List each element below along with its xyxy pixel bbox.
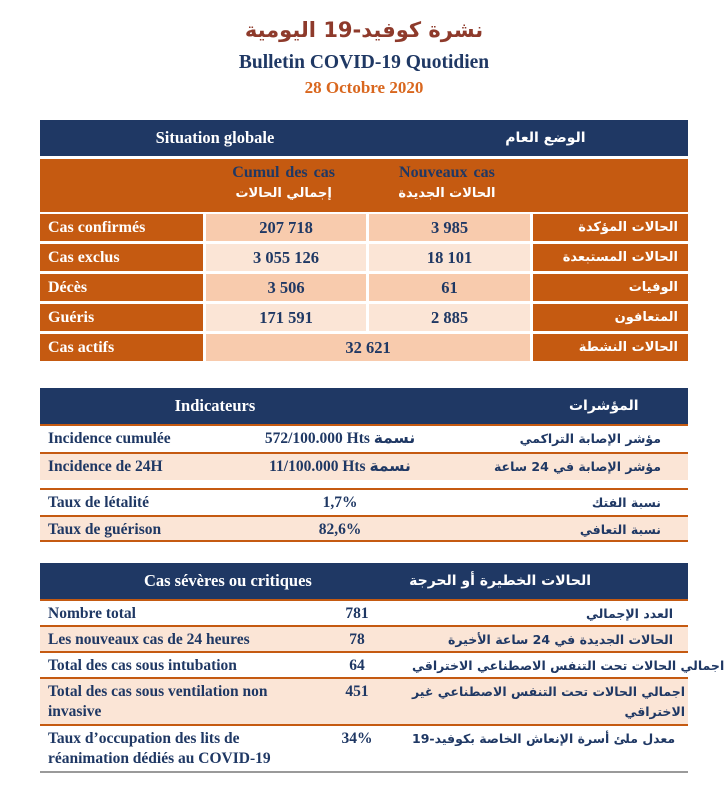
merged-value: 32 621 [206,334,530,361]
row-label-ar: نسبة التعافي [579,522,661,537]
nouveaux-column-header [398,164,495,201]
row-label-fr: Total des cas sous intubation [48,657,237,674]
nouveaux-value: 3 985 [369,214,530,241]
row-value: 82,6% [318,521,362,538]
cas-severes-header-fr: Cas sévères ou critiques [143,571,312,590]
row-label-ar: الحالات المؤكدة [533,214,688,241]
row-taux-guerison [40,515,688,542]
row-label-fr: Décès [40,274,203,301]
cumul-value: 3 506 [206,274,366,301]
row-label-ar: الحالات النشطة [533,334,688,361]
row-label-ar [412,681,700,722]
situation-header-bar [40,120,688,156]
row-value: 11/100.000 Hts نسمة [269,458,411,475]
row-label-ar: الحالات الجديدة في 24 ساعة الأخيرة [447,632,673,647]
bulletin-title-french: Bulletin COVID-19 Quotidien [238,52,490,73]
bulletin-title-arabic: نشرة كوفيد-19 اليومية [244,18,484,42]
row-incidence-24h [40,452,688,480]
indicateurs-rows [40,424,688,542]
situation-header-fr: Situation globale [155,128,275,147]
row-label-ar-line2: الاختراقي [624,704,686,719]
row-label-fr: Incidence cumulée [48,430,171,447]
cumul-column-header-ar: إجمالي الحالات [235,186,332,201]
row-value: 1,7% [322,494,358,511]
indicateurs-header-fr: Indicateurs [174,396,256,415]
row-cas-exclus [40,244,688,271]
situation-globale-table [40,120,688,361]
indicateurs-header-ar: المؤشرات [568,398,639,414]
nouveaux-column-header-fr: Nouveaux cas [399,164,495,181]
row-label-fr-line1: Total des cas sous ventilation non [48,683,268,700]
row-label-ar: العدد الإجمالي [585,606,673,621]
row-label-fr: Taux de guérison [48,521,162,538]
row-label-ar: نسبة الفتك [591,495,661,510]
row-spacer [40,480,688,488]
row-label-fr [40,728,302,769]
page-header [0,14,728,98]
row-label-fr-line2: invasive [48,703,102,720]
row-label-fr: Les nouveaux cas de 24 heures [48,631,250,648]
row-value: 781 [345,605,369,622]
row-nouveaux-24h [40,625,688,651]
row-label-fr: Cas actifs [40,334,203,361]
row-incidence-cumulee [40,424,688,452]
row-label-fr: Cas confirmés [40,214,203,241]
row-label-ar: الوفيات [533,274,688,301]
situation-header-ar: الوضع العام [505,130,586,146]
row-value: 451 [345,683,369,700]
row-label-ar: المتعافون [533,304,688,331]
row-label-ar: مؤشر الإصابة التراكمي [519,431,661,446]
cas-severes-rows [40,599,725,773]
row-value: 572/100.000 Hts نسمة [264,430,416,447]
row-label-ar: الحالات المستبعدة [533,244,688,271]
cas-severes-table [40,563,725,773]
row-deces [40,274,688,301]
situation-rows [40,214,688,361]
row-label-fr: Cas exclus [40,244,203,271]
indicateurs-table [40,388,688,542]
nouveaux-value: 18 101 [369,244,530,271]
cumul-value: 171 591 [206,304,366,331]
row-ventilation-non-invasive [40,677,688,724]
row-cas-actifs [40,334,688,361]
row-value: 78 [349,631,365,648]
situation-column-headers [40,159,688,212]
nouveaux-value: 61 [369,274,530,301]
cas-severes-header-ar: الحالات الخطيرة أو الحرجة [409,573,592,589]
cumul-column-header [232,164,335,201]
cumul-value: 207 718 [206,214,366,241]
row-label-ar-line1: اجمالي الحالات تحت التنفس الاصطناعي غير [412,684,686,699]
row-label-ar: معدل ملئ أسرة الإنعاش الخاصة بكوفيد-19 [412,731,676,746]
row-taux-letalite [40,488,688,515]
row-label-fr: Taux de létalité [48,494,150,511]
row-value: 64 [349,657,365,674]
row-cas-confirmes [40,214,688,241]
row-label-ar: اجمالي الحالات تحت التنفس الاصطناعي الاختراقي [412,658,725,673]
cumul-column-header-fr: Cumul des cas [232,164,335,181]
row-label-fr: Incidence de 24H [48,458,163,475]
row-taux-occupation-lits [40,724,688,773]
row-gueris [40,304,688,331]
row-label-fr-line1: Taux d’occupation des lits de [48,730,240,747]
row-label-fr-line2: réanimation dédiés au COVID-19 [48,750,271,767]
row-label-fr: Nombre total [48,605,136,622]
indicateurs-header-bar [40,388,688,424]
row-label-ar: مؤشر الإصابة في 24 ساعة [493,459,661,474]
nouveaux-value: 2 885 [369,304,530,331]
row-value: 34% [341,730,373,747]
row-nombre-total [40,599,688,625]
row-label-fr: Guéris [40,304,203,331]
bulletin-date: 28 Octobre 2020 [304,78,424,97]
row-label-fr [40,681,302,722]
cas-severes-header-bar [40,563,688,599]
cumul-value: 3 055 126 [206,244,366,271]
row-intubation [40,651,725,677]
nouveaux-column-header-ar: الحالات الجديدة [398,186,496,201]
